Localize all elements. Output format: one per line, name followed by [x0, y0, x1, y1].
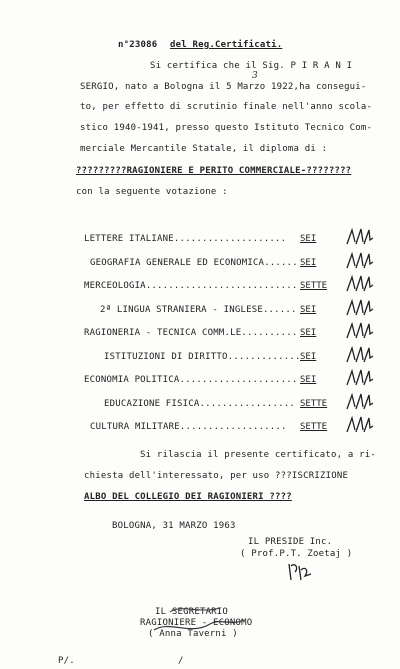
examiner-initials [344, 367, 374, 389]
secretary-role: RAGIONIERE - ECONOMO [140, 618, 253, 628]
subject-grade: SEI [300, 258, 317, 268]
dot-leader: .......... [241, 328, 298, 338]
secretary-name: ( Anna Taverni ) [148, 629, 238, 639]
subject-row [100, 305, 297, 316]
examiner-initials [344, 414, 374, 436]
body-line-2: SERGIO, nato a Bologna il 5 Marzo 1922,ha consegui- [80, 82, 367, 92]
president-title: IL PRESIDE Inc. [248, 537, 333, 547]
subject-grade: SEI [300, 352, 317, 362]
subject-row [84, 328, 298, 339]
body-line-5: merciale Mercantile Statale, il diploma di : [80, 144, 328, 154]
reg-number: n°23086 [118, 40, 158, 50]
subject-name: RAGIONERIA - TECNICA COMM.LE [84, 328, 242, 338]
handwritten-mark: 3 [252, 71, 258, 81]
examiner-initials [344, 297, 374, 319]
president-signature [285, 560, 315, 586]
footer-mark: P/. [58, 656, 75, 666]
dot-leader: .................... [173, 234, 287, 244]
subject-row [104, 352, 301, 363]
closing-line-3: ALBO DEL COLLEGIO DEI RAGIONIERI ???? [84, 492, 292, 502]
president-name: ( Prof.P.T. Zoetaj ) [240, 549, 353, 559]
closing-line-1: Si rilascia il presente certificato, a ri- [140, 450, 376, 460]
examiner-initials [344, 273, 374, 295]
dot-leader: ..................... [179, 375, 298, 385]
dot-leader: ............. [227, 352, 301, 362]
subject-name: LETTERE ITALIANE [84, 234, 174, 244]
subject-row [90, 422, 287, 433]
body-line-7: con la seguente votazione : [76, 187, 228, 197]
secretary-title: IL SEGRETARIO [155, 607, 229, 617]
subject-name: ECONOMIA POLITICA [84, 375, 180, 385]
subject-grade: SETTE [300, 422, 328, 432]
secretary-signature [150, 600, 250, 640]
subject-row [84, 234, 286, 245]
subject-grade: SEI [300, 328, 317, 338]
subject-grade: SEI [300, 234, 317, 244]
examiner-initials [344, 226, 374, 248]
subject-row [104, 399, 295, 410]
diploma-title: ?????????RAGIONIERE E PERITO COMMERCIALE-???????? [76, 166, 352, 176]
dot-leader: ........................... [145, 281, 298, 291]
subject-name: CULTURA MILITARE [90, 422, 180, 432]
subject-grade: SETTE [300, 399, 328, 409]
dot-leader: ................. [199, 399, 296, 409]
examiner-initials [344, 250, 374, 272]
body-line-3: to, per effetto di scrutinio finale nell'anno scola- [80, 102, 373, 112]
subject-name: MERCEOLOGIA [84, 281, 146, 291]
body-line-4: stico 1940-1941, presso questo Istituto Tecnico Com- [80, 123, 373, 133]
subject-name: EDUCAZIONE FISICA [104, 399, 200, 409]
subject-grade: SEI [300, 305, 317, 315]
subject-name: GEOGRAFIA GENERALE ED ECONOMICA [90, 258, 265, 268]
subject-name: 2ª LINGUA STRANIERA - INGLESE [100, 305, 263, 315]
subject-row [84, 375, 298, 386]
dot-leader: ................... [179, 422, 287, 432]
subject-grade: SEI [300, 375, 317, 385]
examiner-initials [344, 320, 374, 342]
examiner-initials [344, 391, 374, 413]
subject-grade: SETTE [300, 281, 328, 291]
subject-name: ISTITUZIONI DI DIRITTO [104, 352, 228, 362]
examiner-initials [344, 344, 374, 366]
body-line-1: Si certifica che il Sig. P I R A N I [150, 61, 353, 71]
closing-line-2: chiesta dell'interessato, per uso ???ISCRIZIONE [84, 471, 349, 481]
footer-tick: / [178, 656, 184, 666]
reg-label: del Reg.Certificati. [170, 40, 283, 50]
subject-row [84, 281, 298, 292]
subject-row [90, 258, 298, 269]
dot-leader: ...... [262, 305, 297, 315]
place-date: BOLOGNA, 31 MARZO 1963 [112, 521, 236, 531]
dot-leader: ...... [264, 258, 298, 268]
